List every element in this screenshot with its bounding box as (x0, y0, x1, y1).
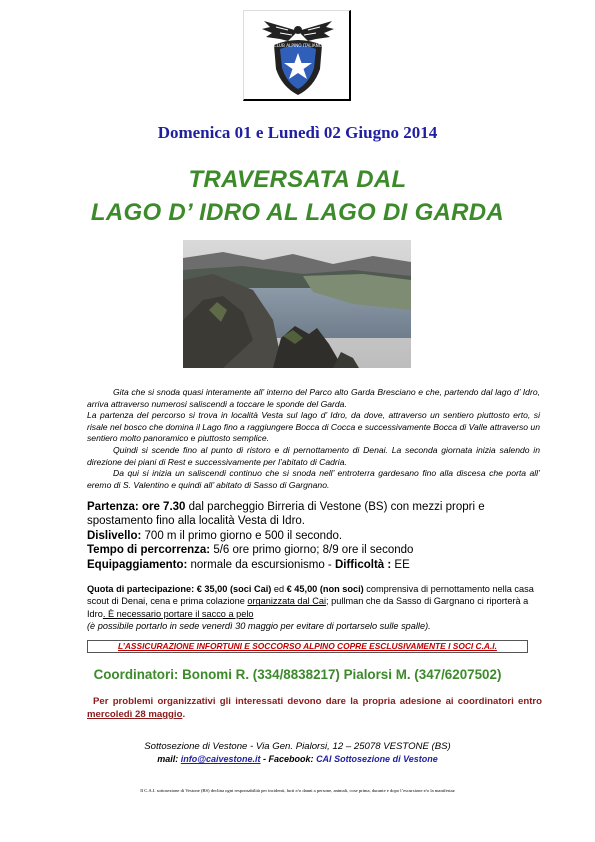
event-date: Domenica 01 e Lunedì 02 Giugno 2014 (157, 123, 438, 142)
difficulty-text: EE (391, 558, 410, 571)
cai-eagle-star-emblem (258, 17, 338, 97)
email-link[interactable]: info@caivestone.it (180, 754, 261, 764)
equipment-label: Equipaggiamento: (87, 558, 188, 571)
fee-organized: organizzata dal Cai (247, 596, 327, 607)
fee-includes: comprensiva di pernottamento nella casa scout di Denai, cena e prima colazione (87, 584, 534, 607)
registration-text-wrap (87, 695, 542, 721)
footer-address: Sottosezione di Vestone - Via Gen. Pialorsi, 12 – 25078 VESTONE (BS) (144, 741, 451, 752)
insurance-notice: L’ASSICURAZIONE INFORTUNI E SOCCORSO ALPINO COPRE ESCLUSIVAMENTE I SOCI C.A.I. (87, 640, 528, 653)
facebook-link[interactable]: CAI Sottosezione di Vestone (316, 754, 438, 764)
coordinators: Coordinatori: Bonomi R. (334/8838217) Pialorsi M. (347/6207502) (93, 667, 502, 682)
disclaimer: Il C.A.I. sottosezione di Vestone (BS) declina ogni responsabilità per incidenti, furti e/o danni a persone, animali, cose prima, durante e dopo l’escursione e/o la manifestaz (140, 788, 455, 793)
difficulty-label: Difficoltà : (334, 558, 392, 571)
mail-label: mail: (157, 754, 181, 764)
equipment-text: normale da escursionismo - (187, 558, 335, 571)
registration-notice (87, 695, 542, 721)
fee-and: ed (271, 584, 287, 594)
elevation-label: Dislivello: (87, 529, 142, 542)
participation-fee (87, 583, 542, 633)
cai-logo (243, 10, 351, 101)
lake-photo (183, 240, 411, 368)
description-paragraph-2: La partenza del percorso si trova in località Vesta sul lago d’ Idro, da dove, attraverso un sentiero piuttosto erto, si risale nel bosco che domina il Lago fino a raggiungere Bocca di Cocca e successivamente Bocca di Valle attraverso un sentiero molto panoramico e piuttosto semplice. (87, 410, 540, 444)
footer-contacts (0, 753, 595, 766)
duration-text: 5/6 ore primo giorno; 8/9 ore il secondo (210, 544, 414, 557)
registration-text: Per problemi organizzativi gli interessati devono dare la propria adesione ai coordinatori entro (93, 696, 542, 707)
equipment-info (87, 558, 540, 572)
duration-info (87, 543, 540, 557)
fee-non-members: € 45,00 (non soci) (286, 584, 364, 594)
footer (0, 740, 595, 766)
departure-label: Partenza: ore 7.30 (87, 501, 186, 513)
fee-bus: ; pullman che da Sasso di Gargnano ci riporterà a Idro (87, 596, 529, 619)
fee-sleeping-bag: . È necessario portare il sacco a pelo (102, 608, 254, 619)
description-paragraph-4: Da qui si inizia un saliscendi continuo che si snoda nell’ entroterra gardesano fino alla discesa che porta all’ eremo di S. Valentino e quindi all’ abitato di Sasso di Gargnano. (87, 468, 540, 490)
elevation-info (87, 529, 540, 543)
departure-info (87, 500, 540, 529)
facebook-label: - Facebook: (260, 754, 317, 764)
description-paragraph-1: Gita che si snoda quasi interamente all’ interno del Parco alto Garda Bresciano e che, partendo dal lago d’ Idro, arriva attraverso numerosi saliscendi a toccare le sponde del Garda. (87, 387, 540, 409)
logo-ring-text: CLUB ALPINO ITALIANO (273, 43, 323, 48)
description-paragraph-3: Quindi si scende fino al punto di ristoro e di pernottamento di Denai. La seconda giornata inizia salendo in direzione dei piani di Rest e successivamente per l’abitato di Cadria. (87, 444, 540, 467)
registration-end: . (182, 709, 186, 720)
trip-details (87, 500, 540, 572)
duration-label: Tempo di percorrenza: (87, 544, 211, 557)
title-line-2: LAGO D’ IDRO AL LAGO DI GARDA (90, 199, 505, 226)
trip-description (87, 387, 540, 491)
fee-paragraph (87, 583, 542, 620)
departure-text: dal parcheggio Birreria di Vestone (BS) con mezzi propri e spostamento fino alla località Vesta di Idro. (87, 501, 485, 528)
title-line-1: TRAVERSATA DAL (188, 166, 407, 193)
fee-members: Quota di partecipazione: € 35,00 (soci Cai) (87, 584, 272, 594)
elevation-text: 700 m il primo giorno e 500 il secondo. (141, 529, 343, 542)
registration-deadline: mercoledì 28 maggio (87, 709, 183, 720)
fee-note: (è possibile portarlo in sede venerdì 30 maggio per evitare di portarselo sulle spalle). (87, 621, 431, 632)
